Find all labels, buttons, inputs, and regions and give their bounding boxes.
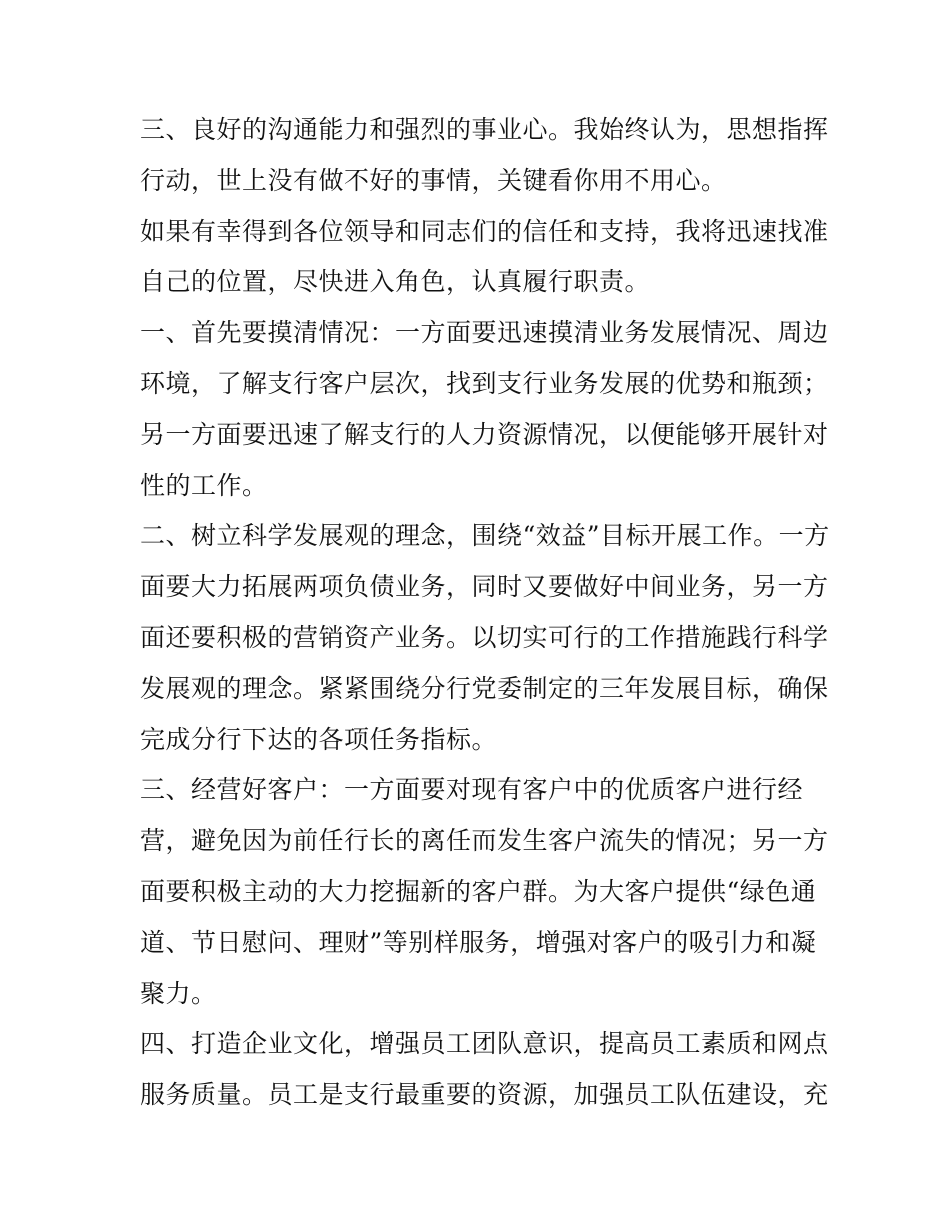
text-line: 四、打造企业文化，增强员工团队意识，提高员工素质和网点: [140, 1029, 829, 1059]
text-line: 面还要积极的营销资产业务。以切实可行的工作措施践行科学: [140, 622, 829, 652]
text-line: 面要积极主动的大力挖掘新的客户群。为大客户提供“绿色通: [140, 876, 817, 906]
text-line: 聚力。: [140, 978, 217, 1008]
text-line: 完成分行下达的各项任务指标。: [140, 724, 498, 754]
text-line: 自己的位置，尽快进入角色，认真履行职责。: [140, 267, 651, 297]
text-line: 如果有幸得到各位领导和同志们的信任和支持，我将迅速找准: [140, 216, 829, 246]
document-body: [140, 105, 830, 1121]
text-line: 二、树立科学发展观的理念，围绕“效益”目标开展工作。一方: [140, 521, 830, 551]
text-line: 三、良好的沟通能力和强烈的事业心。我始终认为，思想指挥: [140, 115, 829, 144]
text-line: 一、首先要摸清情况：一方面要迅速摸清业务发展情况、周边: [140, 318, 829, 348]
text-line: 服务质量。员工是支行最重要的资源，加强员工队伍建设，充: [140, 1080, 829, 1110]
text-line: 行动，世上没有做不好的事情，关键看你用不用心。: [140, 165, 727, 195]
text-line: 环境，了解支行客户层次，找到支行业务发展的优势和瓶颈；: [140, 368, 829, 398]
text-line: 营，避免因为前任行长的离任而发生客户流失的情况；另一方: [140, 826, 829, 856]
text-line: 三、经营好客户：一方面要对现有客户中的优质客户进行经: [140, 775, 804, 805]
text-line: 性的工作。: [140, 470, 268, 500]
text-line: 发展观的理念。紧紧围绕分行党委制定的三年发展目标，确保: [140, 673, 829, 703]
text-line: 道、节日慰问、理财”等别样服务，增强对客户的吸引力和凝: [140, 927, 817, 957]
text-line: 另一方面要迅速了解支行的人力资源情况，以便能够开展针对: [140, 419, 829, 449]
text-line: 面要大力拓展两项负债业务，同时又要做好中间业务，另一方: [140, 572, 829, 602]
